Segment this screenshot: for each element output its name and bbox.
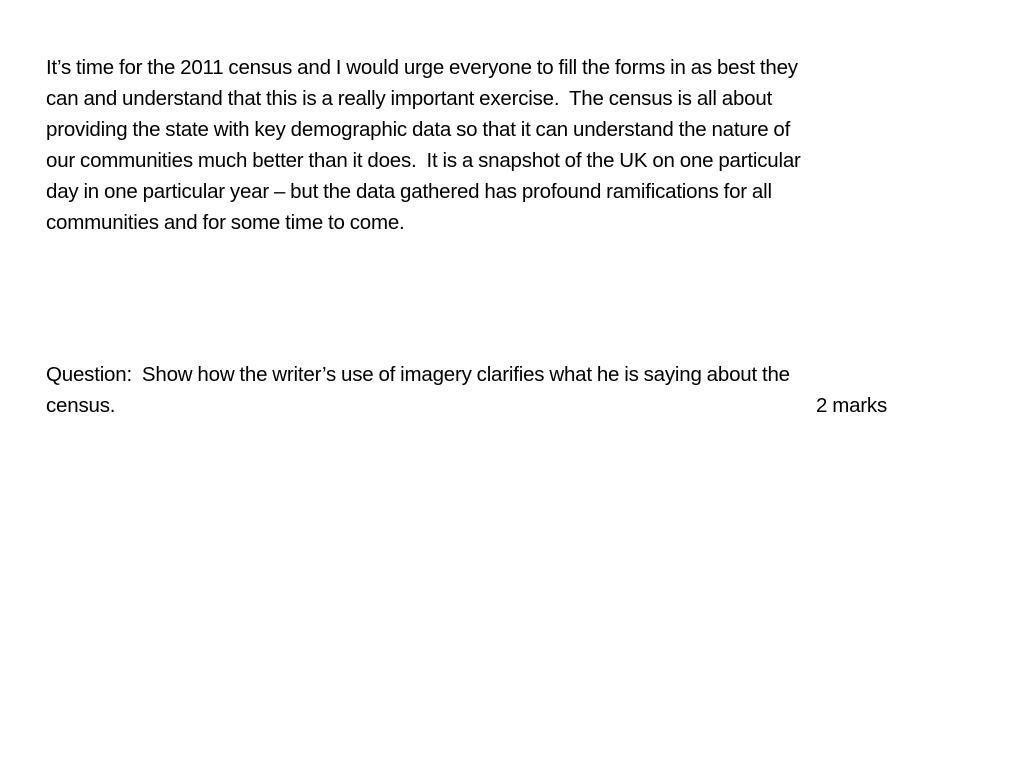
- passage-line: can and understand that this is a really important exercise. The census is all about: [46, 87, 773, 110]
- passage-line: day in one particular year – but the data gathered has profound ramifications for all: [46, 180, 772, 203]
- passage-text: [46, 52, 966, 238]
- passage-line: It’s time for the 2011 census and I would urge everyone to fill the forms in as best they: [46, 56, 798, 79]
- passage-line: providing the state with key demographic data so that it can understand the nature of: [46, 118, 791, 141]
- passage-line: communities and for some time to come.: [46, 211, 405, 234]
- passage-line: our communities much better than it does. It is a snapshot of the UK on one particular: [46, 149, 801, 172]
- marks-label: 2 marks: [816, 394, 888, 417]
- question-block: [46, 359, 966, 421]
- question-text: Question: Show how the writer’s use of imagery clarifies what he is saying about the: [46, 363, 790, 386]
- question-text-end: census.: [46, 394, 116, 417]
- question-last-row: [46, 390, 966, 421]
